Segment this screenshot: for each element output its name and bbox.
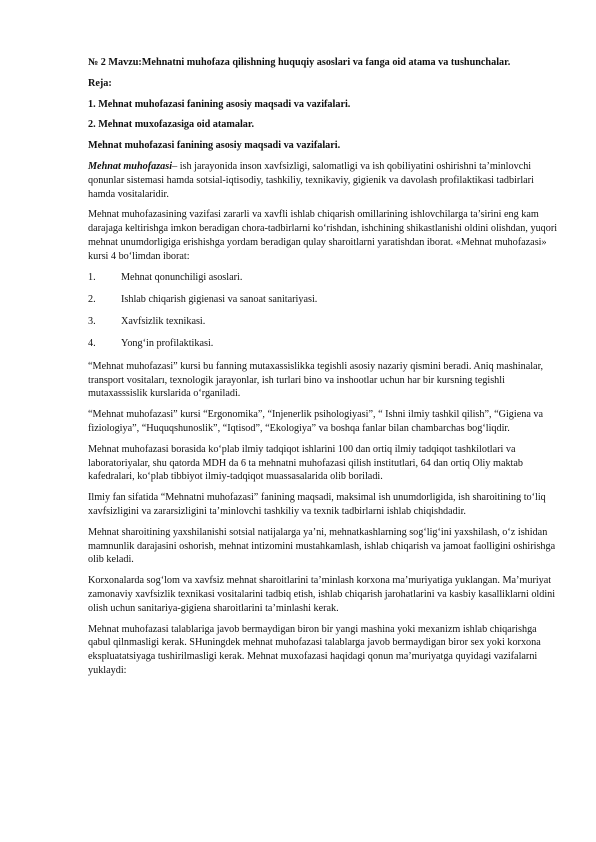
body-paragraph: “Mehnat muhofazasi” kursi “Ergonomika”, “Injenerlik psihologiyasi”, “ Ishni ilmiy tashkil qilish”, “Gigiena va fiziologiya”, “Huquqshunoslik”, “Iqtisod”, “Ekologiya” va boshqa fanlar bilan chambarchas bog‘liqdir. bbox=[88, 409, 544, 434]
paragraph-vazifasi: Mehnat muhofazasining vazifasi zararli va xavfli ishlab chiqarish omillarining ishlovchilarga ta’sirini eng kam darajaga keltirishga imkon beradigan chora-tadbirlarni ko‘rishdan, ishchining shikastlanishi oldini olishdan, yuqori mehnat unumdorligiga erishishga yordam beradigan qulay sharoitlarni yaratishdan iborat. «Mehnat muhofazasi» kursi 4 bo‘limdan iborat: bbox=[88, 209, 558, 262]
body-paragraph: Korxonalarda sog‘lom va xavfsiz mehnat sharoitlarini ta’minlash korxona ma’muriyatiga yuklangan. Ma’muriyat zamonaviy xavfsizlik texnikasi vositalarini tadbiq etish, ishlab chiqarish jarohatlarini va kasbiy kasalliklarni oldini olish uchun sanitariya-gigiena sharoitlarini ta’minlashi kerak. bbox=[88, 575, 556, 614]
list-item bbox=[88, 293, 560, 307]
document-title: № 2 Mavzu:Mehnatni muhofaza qilishning huquqiy asoslari va fanga oid atama va tushunchalar. bbox=[88, 57, 511, 68]
list-number: 3. bbox=[88, 316, 96, 328]
body-paragraph: Mehnat sharoitining yaxshilanishi sotsial natijalarga ya’ni, mehnatkashlarning sog‘lig‘ini yaxshilash, o‘z ishidan mamnunlik darajasini oshorish, mehnat intizomini mustahkamlash, ishlab chiqarish va jamoat faolligini oshirishga olib keladi. bbox=[88, 526, 556, 566]
list-label: Mehnat qonunchiligi asoslari. bbox=[121, 271, 243, 283]
list-number: 4. bbox=[88, 338, 96, 350]
list-number: 2. bbox=[88, 293, 96, 305]
definition-paragraph bbox=[88, 160, 560, 201]
body-paragraph: Ilmiy fan sifatida “Mehnatni muhofazasi” fanining maqsadi, maksimal ish unumdorligida, ish sharoitining to‘liq xavfsizligini va zararsizligini ta’minlovchi tashkiliy va texnik tadbirlarni ishlab chiqishdadir. bbox=[88, 492, 546, 517]
list-label: Ishlab chiqarish gigienasi va sanoat sanitariyasi. bbox=[121, 293, 318, 305]
list-item bbox=[88, 271, 560, 285]
body-paragraph: Mehnat muhofazasi borasida ko‘plab ilmiy tadqiqot ishlarini 100 dan ortiq ilmiy tadqiqot tashkilotlari va laboratoriyalar, shu qatorda MDH da 6 ta mehnatni muhofazasi qilish institutlari, 64 dan ortiq Oliy maktab kafedralari, ko‘plab tibbiyot ilmiy-tadqiqot muassasalarida olib boriladi. bbox=[88, 443, 524, 483]
list-number: 1. bbox=[88, 271, 96, 283]
plan-item-1: 1. Mehnat muhofazasi fanining asosiy maqsadi va vazifalari. bbox=[88, 98, 351, 110]
body-paragraph: “Mehnat muhofazasi” kursi bu fanning mutaxassislikka tegishli asosiy nazariy qismini beradi. Aniq mashinalar, transport vositaları, texnologik jarayonlar, ish turlari bino va inshootlar uchun har bir kursning tegishli mutaxasssislik kurslarida o‘rganiladi. bbox=[88, 360, 544, 400]
list-label: Yong‘in profilaktikasi. bbox=[121, 338, 214, 350]
plan-item-2: 2. Mehnat muxofazasiga oid atamalar. bbox=[88, 119, 255, 131]
body-paragraph: Mehnat muhofazasi talablariga javob bermaydigan biron bir yangi mashina yoki mexanizm ishlab chiqarishga qabul qilnmasligi kerak. SHuningdek mehnat muhofazasi talablarga javob bermaydigan biror sex yoki korxona ekspluatatsiyaga tushirilmasligi kerak. Mehnat muxofazasi haqidagi qonun ma’muriyatga quyidagi vazifalarni yuklaydi: bbox=[88, 623, 541, 676]
list-item bbox=[88, 315, 560, 329]
list-item bbox=[88, 337, 560, 351]
plan-label: Reja: bbox=[88, 77, 112, 89]
definition-term: Mehnat muhofazasi bbox=[88, 160, 173, 172]
definition-text: – ish jarayonida inson xavfsizligi, salomatligi va ish qobiliyatini oshirishni ta’minlovchi qonunlar sistemasi hamda sotsial-iqtisodiy, tashkiliy, texnikaviy, gigienik va davolash profilaktikasi tadbirlari hamda vositalaridir. bbox=[88, 160, 534, 200]
list-label: Xavfsizlik texnikasi. bbox=[121, 316, 206, 328]
document-page bbox=[88, 56, 560, 685]
section-heading: Mehnat muhofazasi fanining asosiy maqsadi va vazifalari. bbox=[88, 140, 341, 152]
